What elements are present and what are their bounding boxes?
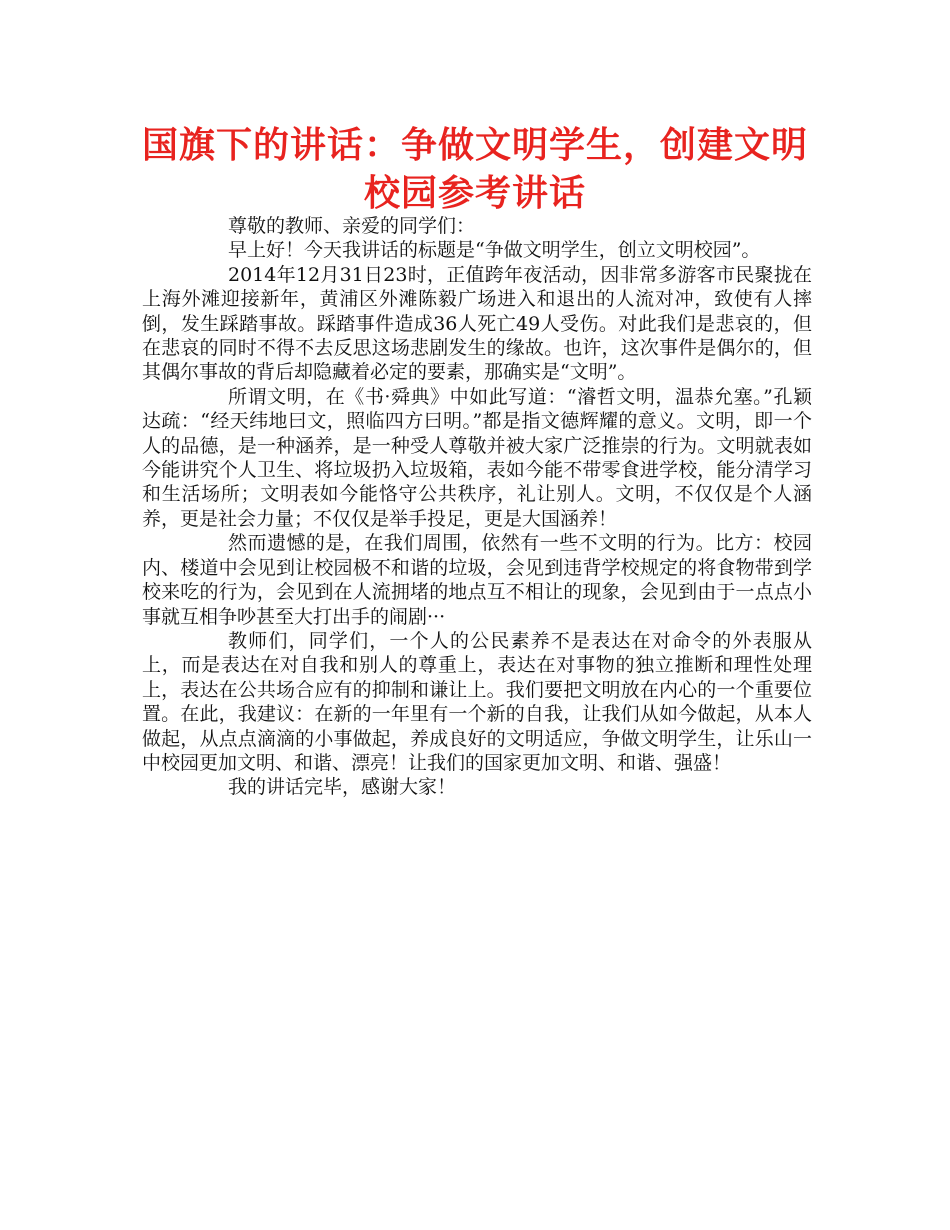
paragraph-opening: 早上好！今天我讲话的标题是“争做文明学生，创立文明校园”。 [228,239,761,262]
paragraph-problems: 然而遗憾的是，在我们周围，依然有一些不文明的行为。比方：校园内、楼道中会见到让校园极不和谐的垃圾，会见到违背学校规定的将食物带到学校来吃的行为，会见到在人流拥堵的地点互不相让的现象，会见到由于一点点小事就互相争吵甚至大打出手的闹剧··· [142,532,812,628]
document-title: 国旗下的讲话：争做文明学生，创建文明校园参考讲话 [141,125,808,214]
document-body [142,214,812,800]
paragraph-definition: 所谓文明，在《书·舜典》中如此写道：“濬哲文明，温恭允塞。”孔颖达疏：“经天纬地曰文，照临四方曰明。”都是指文德辉耀的意义。文明，即一个人的品德，是一种涵养，是一种受人尊敬并被大家广泛推崇的行为。文明就表如今能讲究个人卫生、将垃圾扔入垃圾箱，表如今能不带零食进学校，能分清学习和生活场所；文明表如今能恪守公共秩序，礼让别人。文明，不仅仅是个人涵养，更是社会力量；不仅仅是举手投足，更是大国涵养！ [142,385,812,530]
paragraph-closing: 我的讲话完毕，感谢大家！ [228,776,457,799]
paragraph-appeal: 教师们，同学们，一个人的公民素养不是表达在对命令的外表服从上，而是表达在对自我和别人的尊重上，表达在对事物的独立推断和理性处理上，表达在公共场合应有的抑制和谦让上。我们要把文明放在内心的一个重要位置。在此，我建议：在新的一年里有一个新的自我，让我们从如今做起，从本人做起，从点点滴滴的小事做起，养成良好的文明适应，争做文明学生，让乐山一中校园更加文明、和谐、漂亮！让我们的国家更加文明、和谐、强盛！ [142,629,812,774]
paragraph-salutation: 尊敬的教师、亲爱的同学们： [228,215,476,237]
paragraph-incident: 2014年12月31日23时，正值跨年夜活动，因非常多游客市民聚拢在上海外滩迎接新年，黄浦区外滩陈毅广场进入和退出的人流对冲，致使有人摔倒，发生踩踏事故。踩踏事件造成36人死亡49人受伤。对此我们是悲哀的，但在悲哀的同时不得不去反思这场悲剧发生的缘故。也许，这次事件是偶尔的，但其偶尔事故的背后却隐藏着必定的要素，那确实是“文明”。 [142,263,812,384]
